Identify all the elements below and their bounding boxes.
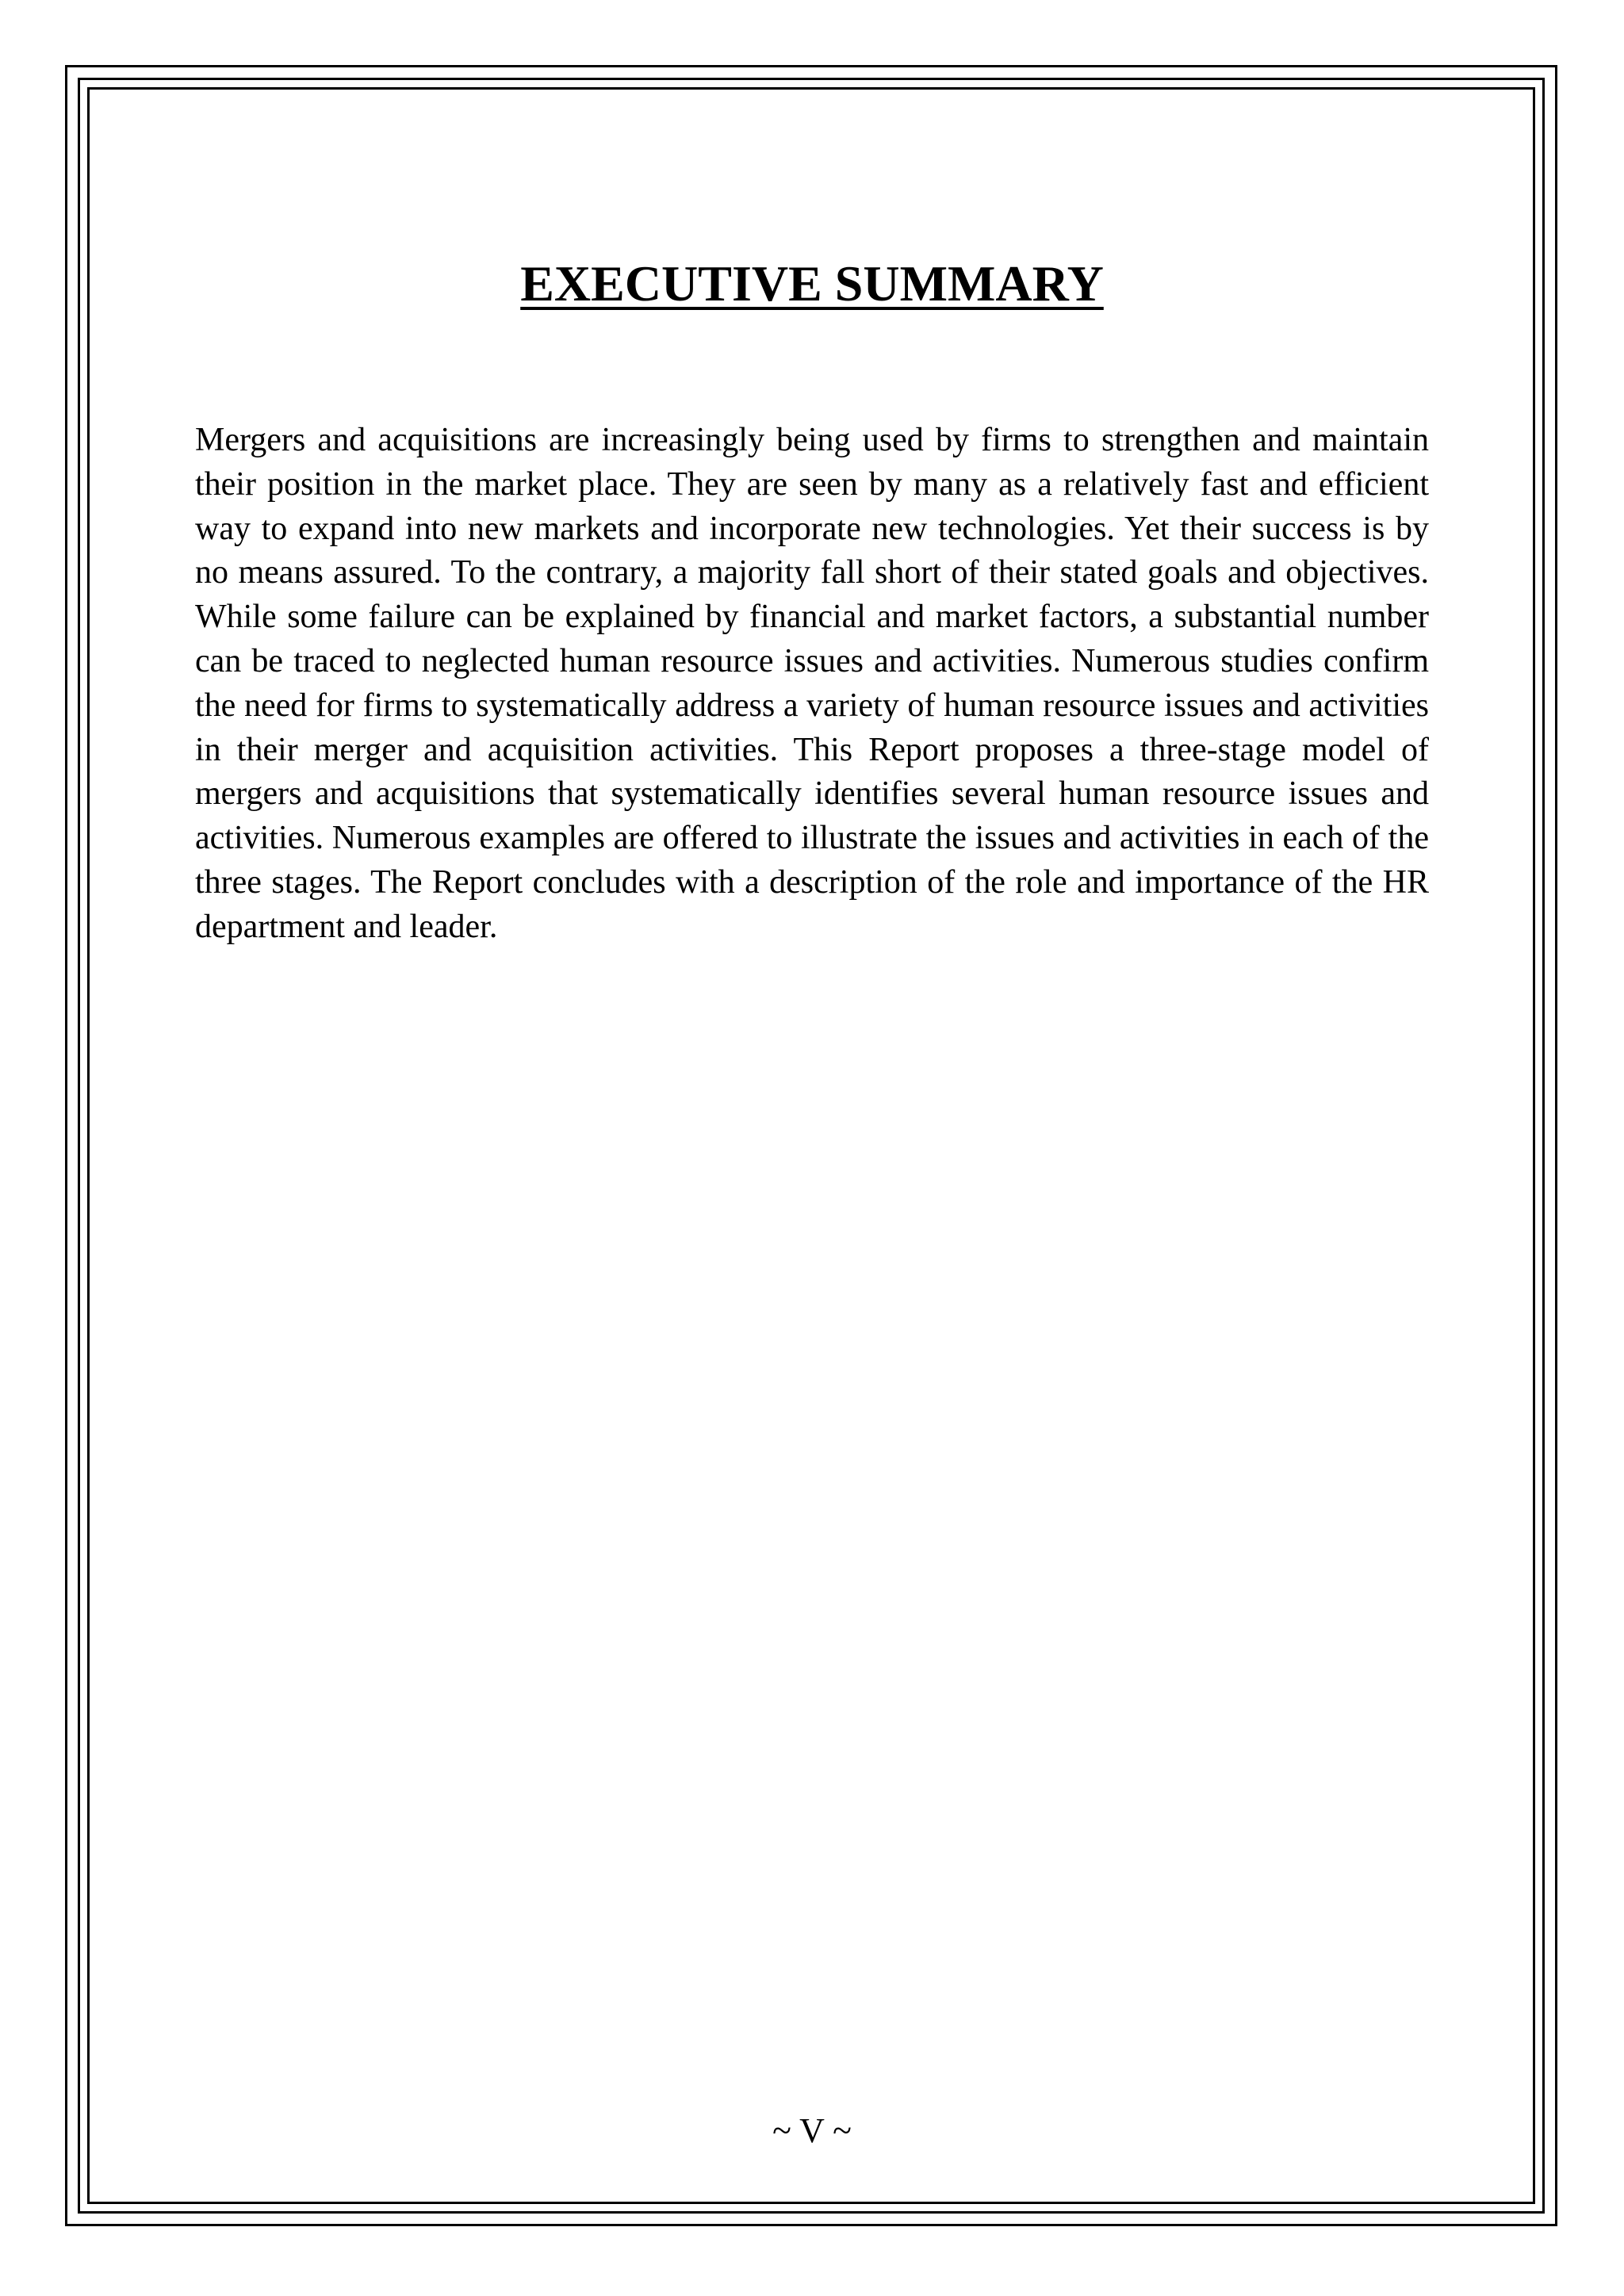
page-title [0,252,1624,316]
page-border-inner [87,87,1535,2204]
summary-paragraph: Mergers and acquisitions are increasingly being used by firms to strengthen and maintain their position in the market place. They are seen by many as a relatively fast and efficient way to expand into new markets and incorporate new technologies. Yet their success is by no means assured. To the contrary, a majority fall short of their stated goals and objectives. While some failure can be explained by financial and market factors, a substantial number can be traced to neglected human resource issues and activities. Numerous studies confirm the need for firms to systematically address a variety of human resource issues and activities in their merger and acquisition activities. This Report proposes a three-stage model of mergers and acquisitions that systematically identifies several human resource issues and activities. Numerous examples are offered to illustrate the issues and activities in each of the three stages. The Report concludes with a description of the role and importance of the HR department and leader. [195,422,1429,945]
page-number: ~ V ~ [772,2111,852,2150]
page-title-text: EXECUTIVE SUMMARY [520,255,1104,312]
